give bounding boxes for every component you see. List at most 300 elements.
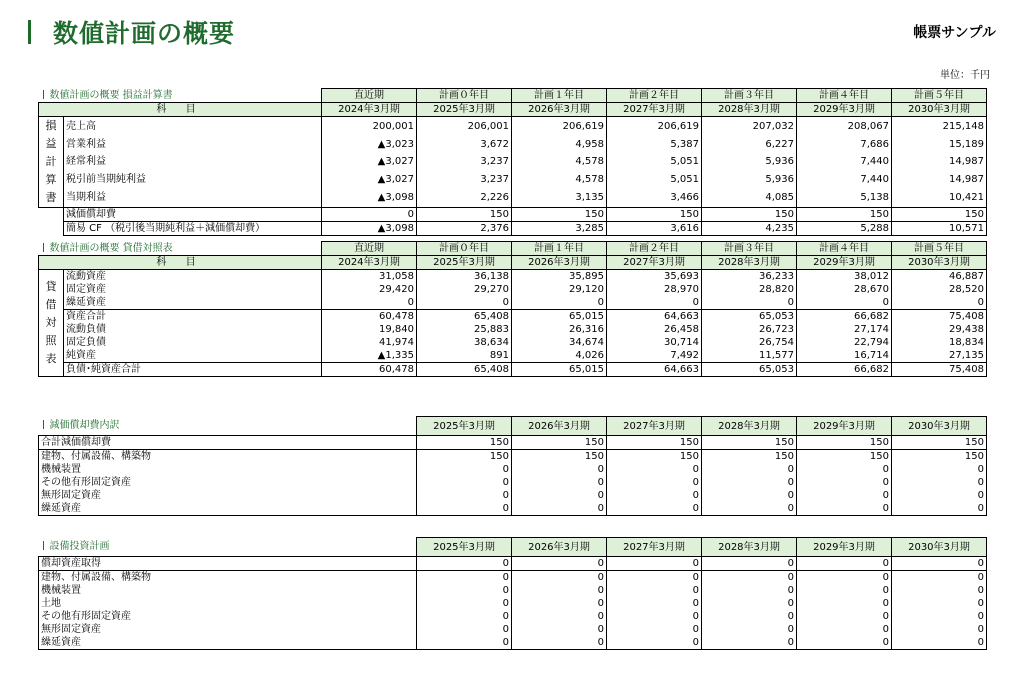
value-cell: 65,408 bbox=[417, 363, 512, 377]
value-cell: 0 bbox=[607, 296, 702, 310]
table-row bbox=[39, 597, 987, 610]
value-cell: ▲3,027 bbox=[322, 153, 417, 171]
value-cell: 0 bbox=[512, 636, 607, 650]
side-label-char: 書 bbox=[45, 191, 57, 204]
value-cell: 0 bbox=[512, 502, 607, 516]
value-cell: 0 bbox=[417, 571, 512, 585]
section-marker bbox=[43, 243, 44, 252]
value-cell: 0 bbox=[702, 476, 797, 489]
value-cell: ▲1,335 bbox=[322, 349, 417, 363]
column-header-fiscal-year: 2028年3月期 bbox=[702, 417, 797, 436]
row-label: 当期利益 bbox=[64, 189, 322, 208]
value-cell: 3,672 bbox=[417, 135, 512, 153]
value-cell: 0 bbox=[797, 597, 892, 610]
value-cell: 0 bbox=[797, 610, 892, 623]
value-cell: 5,936 bbox=[702, 153, 797, 171]
section-title bbox=[39, 538, 417, 557]
table-row bbox=[39, 222, 987, 236]
row-label: 営業利益 bbox=[64, 135, 322, 153]
table-row bbox=[39, 189, 987, 208]
column-header-fiscal-year: 2026年3月期 bbox=[512, 256, 607, 270]
value-cell: 3,237 bbox=[417, 171, 512, 189]
value-cell: 0 bbox=[512, 557, 607, 571]
column-header-kamoku: 科 目 bbox=[39, 256, 322, 270]
column-header-fiscal-year: 2029年3月期 bbox=[797, 103, 892, 117]
value-cell: 0 bbox=[512, 584, 607, 597]
table-row bbox=[39, 296, 987, 310]
row-label: 建物、付属設備、構築物 bbox=[39, 450, 417, 464]
section-title-text: 減価償却費内訳 bbox=[49, 420, 120, 432]
value-cell: 0 bbox=[512, 597, 607, 610]
value-cell: 11,577 bbox=[702, 349, 797, 363]
value-cell: 0 bbox=[607, 557, 702, 571]
value-cell: 29,120 bbox=[512, 283, 607, 296]
table-row bbox=[39, 135, 987, 153]
value-cell: 65,053 bbox=[702, 310, 797, 324]
row-label: 機械装置 bbox=[39, 584, 417, 597]
row-label: 純資産 bbox=[64, 349, 322, 363]
value-cell: 4,235 bbox=[702, 222, 797, 236]
value-cell: 5,138 bbox=[797, 189, 892, 208]
value-cell: 3,135 bbox=[512, 189, 607, 208]
side-label-char: 表 bbox=[45, 352, 57, 365]
blank-cell bbox=[39, 208, 64, 222]
value-cell: 14,987 bbox=[892, 171, 987, 189]
value-cell: 215,148 bbox=[892, 117, 987, 136]
value-cell: 0 bbox=[417, 636, 512, 650]
table-row bbox=[39, 463, 987, 476]
value-cell: 0 bbox=[607, 463, 702, 476]
unit-label: 単位：千円 bbox=[940, 70, 990, 81]
value-cell: 26,754 bbox=[702, 336, 797, 349]
table-row bbox=[39, 476, 987, 489]
value-cell: 31,058 bbox=[322, 270, 417, 284]
value-cell: 38,012 bbox=[797, 270, 892, 284]
section-marker bbox=[43, 420, 44, 429]
column-header-period: 計画２年目 bbox=[607, 89, 702, 103]
row-label: 固定負債 bbox=[64, 336, 322, 349]
side-label-char: 損 bbox=[45, 119, 57, 132]
column-header-period: 計画３年目 bbox=[702, 89, 797, 103]
value-cell: 206,001 bbox=[417, 117, 512, 136]
row-label: 負債･純資産合計 bbox=[64, 363, 322, 377]
section-title-text: 数値計画の概要 損益計算書 bbox=[49, 89, 173, 101]
table-row bbox=[39, 153, 987, 171]
section-marker bbox=[43, 541, 44, 550]
row-label: その他有形固定資産 bbox=[39, 610, 417, 623]
value-cell: 0 bbox=[797, 623, 892, 636]
value-cell: 0 bbox=[417, 489, 512, 502]
value-cell: 0 bbox=[417, 296, 512, 310]
value-cell: 4,578 bbox=[512, 153, 607, 171]
value-cell: 150 bbox=[797, 208, 892, 222]
header-row bbox=[39, 89, 987, 103]
table-row bbox=[39, 363, 987, 377]
column-header-fiscal-year: 2028年3月期 bbox=[702, 103, 797, 117]
value-cell: 0 bbox=[797, 584, 892, 597]
table-row bbox=[39, 623, 987, 636]
value-cell: 150 bbox=[797, 450, 892, 464]
column-header-fiscal-year: 2024年3月期 bbox=[322, 103, 417, 117]
value-cell: 36,233 bbox=[702, 270, 797, 284]
value-cell: 28,820 bbox=[702, 283, 797, 296]
value-cell: 26,723 bbox=[702, 323, 797, 336]
column-header-period: 計画２年目 bbox=[607, 242, 702, 256]
row-label: 売上高 bbox=[64, 117, 322, 136]
side-label-char: 算 bbox=[45, 173, 57, 186]
column-header-fiscal-year: 2025年3月期 bbox=[417, 538, 512, 557]
column-header-period: 計画４年目 bbox=[797, 89, 892, 103]
value-cell: 7,440 bbox=[797, 153, 892, 171]
side-label bbox=[39, 270, 64, 377]
value-cell: 46,887 bbox=[892, 270, 987, 284]
table-row bbox=[39, 502, 987, 516]
side-label-char: 貸 bbox=[45, 280, 57, 293]
table-row bbox=[39, 610, 987, 623]
value-cell: 75,408 bbox=[892, 310, 987, 324]
value-cell: 150 bbox=[892, 208, 987, 222]
income-statement-table bbox=[38, 88, 987, 236]
column-header-period: 計画１年目 bbox=[512, 242, 607, 256]
side-label-char: 対 bbox=[45, 316, 57, 329]
value-cell: 150 bbox=[702, 208, 797, 222]
value-cell: 64,663 bbox=[607, 310, 702, 324]
value-cell: 206,619 bbox=[607, 117, 702, 136]
value-cell: 5,288 bbox=[797, 222, 892, 236]
value-cell: 5,051 bbox=[607, 171, 702, 189]
column-header-fiscal-year: 2024年3月期 bbox=[322, 256, 417, 270]
value-cell: 0 bbox=[417, 557, 512, 571]
value-cell: 0 bbox=[797, 636, 892, 650]
table-row bbox=[39, 557, 987, 571]
value-cell: 0 bbox=[417, 463, 512, 476]
row-label: その他有形固定資産 bbox=[39, 476, 417, 489]
column-header-period: 計画０年目 bbox=[417, 242, 512, 256]
value-cell: 2,376 bbox=[417, 222, 512, 236]
table-row bbox=[39, 349, 987, 363]
value-cell: 150 bbox=[702, 450, 797, 464]
value-cell: 0 bbox=[702, 557, 797, 571]
value-cell: 150 bbox=[417, 450, 512, 464]
column-header-fiscal-year: 2026年3月期 bbox=[512, 538, 607, 557]
value-cell: 5,936 bbox=[702, 171, 797, 189]
column-header-fiscal-year: 2030年3月期 bbox=[892, 103, 987, 117]
value-cell: 0 bbox=[892, 502, 987, 516]
column-header-fiscal-year: 2025年3月期 bbox=[417, 256, 512, 270]
table-row bbox=[39, 436, 987, 450]
capex-plan-table bbox=[38, 537, 987, 650]
column-header-period: 計画４年目 bbox=[797, 242, 892, 256]
value-cell: 150 bbox=[607, 450, 702, 464]
column-header-fiscal-year: 2030年3月期 bbox=[892, 538, 987, 557]
column-header-fiscal-year: 2028年3月期 bbox=[702, 256, 797, 270]
value-cell: ▲3,023 bbox=[322, 135, 417, 153]
value-cell: 3,237 bbox=[417, 153, 512, 171]
value-cell: 4,026 bbox=[512, 349, 607, 363]
value-cell: 14,987 bbox=[892, 153, 987, 171]
value-cell: 26,316 bbox=[512, 323, 607, 336]
value-cell: 3,466 bbox=[607, 189, 702, 208]
column-header-fiscal-year: 2026年3月期 bbox=[512, 417, 607, 436]
value-cell: 28,670 bbox=[797, 283, 892, 296]
row-label: 無形固定資産 bbox=[39, 489, 417, 502]
table-row bbox=[39, 323, 987, 336]
row-label: 繰延資産 bbox=[39, 636, 417, 650]
value-cell: 0 bbox=[607, 610, 702, 623]
row-label: 流動資産 bbox=[64, 270, 322, 284]
value-cell: 60,478 bbox=[322, 310, 417, 324]
row-label: 固定資産 bbox=[64, 283, 322, 296]
value-cell: 64,663 bbox=[607, 363, 702, 377]
value-cell: 0 bbox=[892, 489, 987, 502]
table-row bbox=[39, 283, 987, 296]
row-label: 合計減価償却費 bbox=[39, 436, 417, 450]
value-cell: 0 bbox=[417, 610, 512, 623]
row-label: 繰延資産 bbox=[64, 296, 322, 310]
column-header-fiscal-year: 2027年3月期 bbox=[607, 417, 702, 436]
depreciation-table bbox=[38, 416, 987, 516]
header-row bbox=[39, 256, 987, 270]
value-cell: 150 bbox=[512, 208, 607, 222]
value-cell: 65,053 bbox=[702, 363, 797, 377]
value-cell: 150 bbox=[607, 436, 702, 450]
value-cell: 6,227 bbox=[702, 135, 797, 153]
value-cell: 18,834 bbox=[892, 336, 987, 349]
section-title bbox=[39, 89, 322, 103]
value-cell: 0 bbox=[512, 489, 607, 502]
value-cell: 0 bbox=[512, 476, 607, 489]
section-title-text: 設備投資計画 bbox=[49, 541, 110, 553]
value-cell: 34,674 bbox=[512, 336, 607, 349]
row-label: 建物、付属設備、構築物 bbox=[39, 571, 417, 585]
value-cell: 7,492 bbox=[607, 349, 702, 363]
value-cell: 150 bbox=[702, 436, 797, 450]
table-row bbox=[39, 208, 987, 222]
value-cell: 4,958 bbox=[512, 135, 607, 153]
value-cell: 0 bbox=[892, 476, 987, 489]
value-cell: 0 bbox=[322, 296, 417, 310]
value-cell: 2,226 bbox=[417, 189, 512, 208]
table-row bbox=[39, 270, 987, 284]
value-cell: 150 bbox=[892, 450, 987, 464]
value-cell: 38,634 bbox=[417, 336, 512, 349]
value-cell: 0 bbox=[892, 557, 987, 571]
value-cell: 0 bbox=[417, 584, 512, 597]
value-cell: ▲3,098 bbox=[322, 189, 417, 208]
value-cell: 0 bbox=[607, 584, 702, 597]
value-cell: 29,270 bbox=[417, 283, 512, 296]
table-row bbox=[39, 336, 987, 349]
value-cell: 150 bbox=[417, 208, 512, 222]
value-cell: 0 bbox=[512, 571, 607, 585]
value-cell: 0 bbox=[512, 610, 607, 623]
value-cell: 26,458 bbox=[607, 323, 702, 336]
value-cell: 0 bbox=[607, 571, 702, 585]
value-cell: 0 bbox=[607, 476, 702, 489]
value-cell: 3,285 bbox=[512, 222, 607, 236]
column-header-period: 計画５年目 bbox=[892, 242, 987, 256]
value-cell: 0 bbox=[892, 636, 987, 650]
table-row bbox=[39, 310, 987, 324]
value-cell: 0 bbox=[797, 571, 892, 585]
value-cell: 0 bbox=[892, 571, 987, 585]
value-cell: 0 bbox=[892, 623, 987, 636]
value-cell: 0 bbox=[702, 571, 797, 585]
value-cell: 27,174 bbox=[797, 323, 892, 336]
value-cell: 0 bbox=[797, 502, 892, 516]
section-title bbox=[39, 242, 322, 256]
column-header-fiscal-year: 2025年3月期 bbox=[417, 417, 512, 436]
value-cell: 4,085 bbox=[702, 189, 797, 208]
value-cell: 0 bbox=[702, 610, 797, 623]
value-cell: 0 bbox=[892, 597, 987, 610]
value-cell: 0 bbox=[417, 623, 512, 636]
side-label bbox=[39, 117, 64, 208]
value-cell: 0 bbox=[322, 208, 417, 222]
column-header-fiscal-year: 2027年3月期 bbox=[607, 256, 702, 270]
value-cell: 0 bbox=[607, 636, 702, 650]
value-cell: 28,970 bbox=[607, 283, 702, 296]
table-row bbox=[39, 489, 987, 502]
value-cell: 22,794 bbox=[797, 336, 892, 349]
value-cell: 150 bbox=[417, 436, 512, 450]
column-header-period: 計画５年目 bbox=[892, 89, 987, 103]
value-cell: 19,840 bbox=[322, 323, 417, 336]
value-cell: 150 bbox=[797, 436, 892, 450]
column-header-period: 計画１年目 bbox=[512, 89, 607, 103]
column-header-period: 直近期 bbox=[322, 242, 417, 256]
value-cell: 0 bbox=[607, 489, 702, 502]
balance-sheet-table bbox=[38, 241, 987, 377]
side-label-char: 借 bbox=[45, 298, 57, 311]
value-cell: 0 bbox=[702, 597, 797, 610]
value-cell: 206,619 bbox=[512, 117, 607, 136]
value-cell: 41,974 bbox=[322, 336, 417, 349]
column-header-fiscal-year: 2030年3月期 bbox=[892, 256, 987, 270]
column-header-fiscal-year: 2029年3月期 bbox=[797, 256, 892, 270]
column-header-fiscal-year: 2029年3月期 bbox=[797, 538, 892, 557]
page-title-bar bbox=[28, 16, 235, 48]
column-header-period: 計画０年目 bbox=[417, 89, 512, 103]
value-cell: 16,714 bbox=[797, 349, 892, 363]
column-header-fiscal-year: 2030年3月期 bbox=[892, 417, 987, 436]
value-cell: 0 bbox=[797, 296, 892, 310]
table-row bbox=[39, 584, 987, 597]
value-cell: 0 bbox=[892, 584, 987, 597]
value-cell: 150 bbox=[512, 450, 607, 464]
value-cell: 36,138 bbox=[417, 270, 512, 284]
value-cell: 0 bbox=[892, 463, 987, 476]
value-cell: 0 bbox=[417, 476, 512, 489]
title-accent-bar bbox=[28, 20, 31, 44]
header-row bbox=[39, 538, 987, 557]
value-cell: 0 bbox=[702, 623, 797, 636]
row-label: 土地 bbox=[39, 597, 417, 610]
value-cell: 28,520 bbox=[892, 283, 987, 296]
value-cell: 29,438 bbox=[892, 323, 987, 336]
table-row bbox=[39, 171, 987, 189]
header-row bbox=[39, 417, 987, 436]
value-cell: 0 bbox=[892, 610, 987, 623]
table-row bbox=[39, 117, 987, 136]
value-cell: 0 bbox=[797, 557, 892, 571]
value-cell: 35,895 bbox=[512, 270, 607, 284]
table-row bbox=[39, 571, 987, 585]
value-cell: 150 bbox=[607, 208, 702, 222]
value-cell: 200,001 bbox=[322, 117, 417, 136]
value-cell: 66,682 bbox=[797, 310, 892, 324]
value-cell: 0 bbox=[607, 623, 702, 636]
value-cell: 0 bbox=[702, 502, 797, 516]
value-cell: 0 bbox=[702, 489, 797, 502]
value-cell: 0 bbox=[702, 463, 797, 476]
value-cell: 25,883 bbox=[417, 323, 512, 336]
column-header-fiscal-year: 2025年3月期 bbox=[417, 103, 512, 117]
value-cell: 0 bbox=[417, 502, 512, 516]
column-header-period: 直近期 bbox=[322, 89, 417, 103]
value-cell: 0 bbox=[797, 476, 892, 489]
row-label: 流動負債 bbox=[64, 323, 322, 336]
value-cell: 35,693 bbox=[607, 270, 702, 284]
section-title-text: 数値計画の概要 貸借対照表 bbox=[49, 242, 173, 254]
row-label: 繰延資産 bbox=[39, 502, 417, 516]
value-cell: 0 bbox=[512, 463, 607, 476]
column-header-period: 計画３年目 bbox=[702, 242, 797, 256]
value-cell: 0 bbox=[702, 636, 797, 650]
value-cell: 0 bbox=[797, 489, 892, 502]
value-cell: 29,420 bbox=[322, 283, 417, 296]
value-cell: ▲3,027 bbox=[322, 171, 417, 189]
value-cell: 207,032 bbox=[702, 117, 797, 136]
row-label: 無形固定資産 bbox=[39, 623, 417, 636]
value-cell: 65,015 bbox=[512, 363, 607, 377]
value-cell: 7,440 bbox=[797, 171, 892, 189]
column-header-fiscal-year: 2028年3月期 bbox=[702, 538, 797, 557]
row-label: 減価償却費 bbox=[64, 208, 322, 222]
value-cell: 208,067 bbox=[797, 117, 892, 136]
value-cell: 3,616 bbox=[607, 222, 702, 236]
value-cell: 65,015 bbox=[512, 310, 607, 324]
header-row bbox=[39, 103, 987, 117]
value-cell: 15,189 bbox=[892, 135, 987, 153]
column-header-kamoku: 科 目 bbox=[39, 103, 322, 117]
value-cell: 27,135 bbox=[892, 349, 987, 363]
section-title bbox=[39, 417, 417, 436]
value-cell: 0 bbox=[797, 463, 892, 476]
value-cell: 0 bbox=[512, 296, 607, 310]
value-cell: 0 bbox=[702, 584, 797, 597]
value-cell: 10,421 bbox=[892, 189, 987, 208]
blank-cell bbox=[39, 222, 64, 236]
value-cell: 7,686 bbox=[797, 135, 892, 153]
value-cell: 150 bbox=[892, 436, 987, 450]
row-label: 償却資産取得 bbox=[39, 557, 417, 571]
value-cell: 60,478 bbox=[322, 363, 417, 377]
column-header-fiscal-year: 2027年3月期 bbox=[607, 103, 702, 117]
header-row bbox=[39, 242, 987, 256]
value-cell: 65,408 bbox=[417, 310, 512, 324]
row-label: 税引前当期純利益 bbox=[64, 171, 322, 189]
column-header-fiscal-year: 2027年3月期 bbox=[607, 538, 702, 557]
value-cell: 66,682 bbox=[797, 363, 892, 377]
value-cell: 30,714 bbox=[607, 336, 702, 349]
table-row bbox=[39, 636, 987, 650]
value-cell: 0 bbox=[512, 623, 607, 636]
value-cell: 0 bbox=[417, 597, 512, 610]
value-cell: 5,051 bbox=[607, 153, 702, 171]
value-cell: 891 bbox=[417, 349, 512, 363]
row-label: 経常利益 bbox=[64, 153, 322, 171]
